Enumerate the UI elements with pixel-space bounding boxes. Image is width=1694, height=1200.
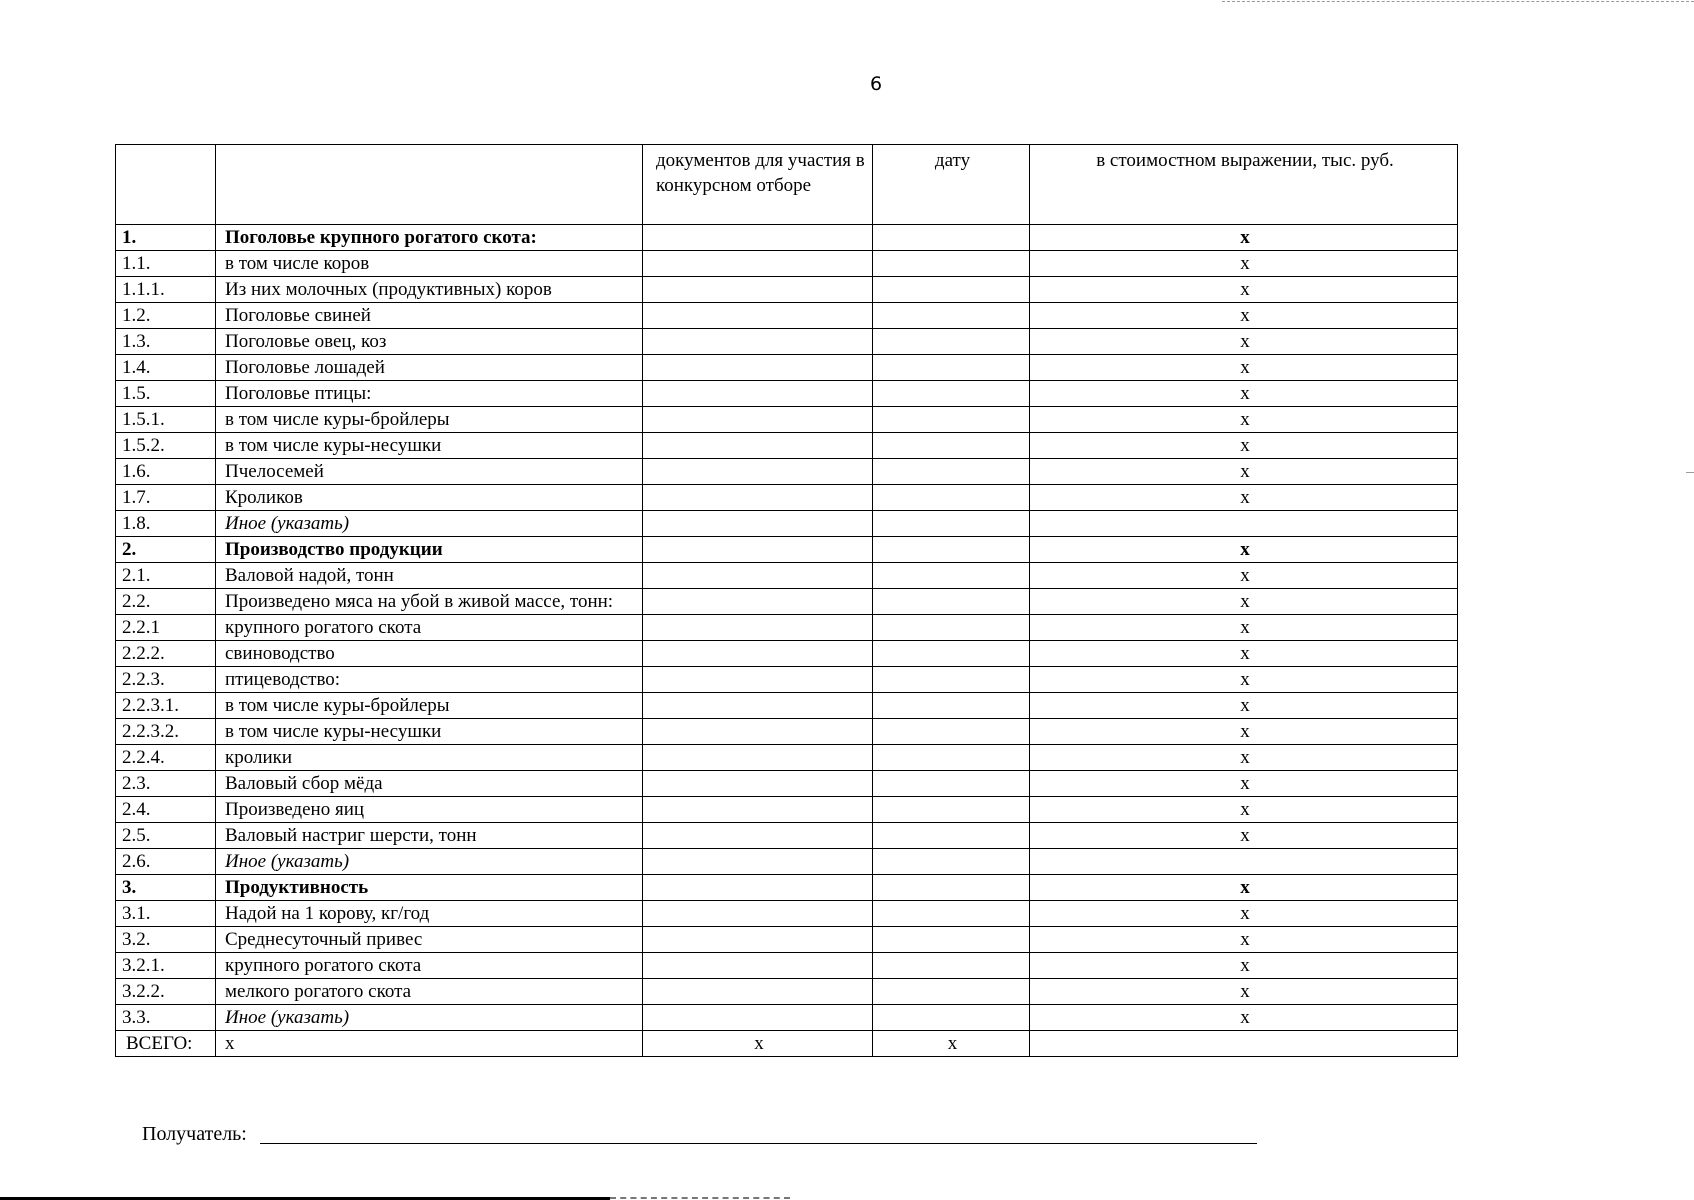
row-code-cell: 2.2.4. xyxy=(116,745,216,771)
row-code-cell: 3.1. xyxy=(116,901,216,927)
row-code-cell: 2.4. xyxy=(116,797,216,823)
row-date-cell xyxy=(873,797,1030,823)
header-name-cell xyxy=(216,145,643,225)
row-code-cell: 2.2. xyxy=(116,589,216,615)
row-date-cell xyxy=(873,511,1030,537)
table-row xyxy=(116,381,1458,407)
row-docs-cell xyxy=(643,797,873,823)
row-code-cell: 3.3. xyxy=(116,1005,216,1031)
row-code-cell: 1.5. xyxy=(116,381,216,407)
row-code-cell: ВСЕГО: xyxy=(116,1031,216,1057)
row-docs-cell xyxy=(643,875,873,901)
row-value-cell: x xyxy=(1030,797,1458,823)
row-name-cell: свиноводство xyxy=(216,641,643,667)
row-docs-cell xyxy=(643,1005,873,1031)
row-value-cell: x xyxy=(1030,459,1458,485)
table-row xyxy=(116,641,1458,667)
header-code-cell xyxy=(116,145,216,225)
row-date-cell xyxy=(873,329,1030,355)
recipient-signature-label: Получатель: xyxy=(142,1123,247,1145)
table-row xyxy=(116,407,1458,433)
table-row xyxy=(116,849,1458,875)
table-header-row xyxy=(116,145,1458,225)
row-value-cell: x xyxy=(1030,901,1458,927)
row-docs-cell xyxy=(643,719,873,745)
margin-mark xyxy=(1686,472,1694,473)
row-date-cell xyxy=(873,953,1030,979)
row-name-cell: Поголовье овец, коз xyxy=(216,329,643,355)
row-docs-cell xyxy=(643,849,873,875)
table-row xyxy=(116,459,1458,485)
row-date-cell xyxy=(873,849,1030,875)
row-docs-cell: x xyxy=(643,1031,873,1057)
row-name-cell: в том числе куры-бройлеры xyxy=(216,693,643,719)
row-value-cell: x xyxy=(1030,485,1458,511)
row-date-cell xyxy=(873,641,1030,667)
row-code-cell: 2.2.3.2. xyxy=(116,719,216,745)
row-name-cell: Среднесуточный привес xyxy=(216,927,643,953)
row-code-cell: 1.5.2. xyxy=(116,433,216,459)
table-row xyxy=(116,251,1458,277)
row-date-cell xyxy=(873,381,1030,407)
row-date-cell xyxy=(873,407,1030,433)
row-docs-cell xyxy=(643,511,873,537)
bottom-dashed-rule xyxy=(610,1197,790,1199)
row-code-cell: 2.3. xyxy=(116,771,216,797)
row-value-cell: x xyxy=(1030,563,1458,589)
row-name-cell: Из них молочных (продуктивных) коров xyxy=(216,277,643,303)
table-row xyxy=(116,745,1458,771)
table-row xyxy=(116,615,1458,641)
row-code-cell: 2.2.3. xyxy=(116,667,216,693)
row-code-cell: 2.6. xyxy=(116,849,216,875)
row-name-cell: крупного рогатого скота xyxy=(216,953,643,979)
row-name-cell: Кроликов xyxy=(216,485,643,511)
row-date-cell xyxy=(873,589,1030,615)
row-name-cell: Произведено яиц xyxy=(216,797,643,823)
row-date-cell: x xyxy=(873,1031,1030,1057)
row-name-cell: Продуктивность xyxy=(216,875,643,901)
row-docs-cell xyxy=(643,771,873,797)
row-name-cell: в том числе куры-несушки xyxy=(216,433,643,459)
row-docs-cell xyxy=(643,329,873,355)
row-docs-cell xyxy=(643,251,873,277)
row-name-cell: Произведено мяса на убой в живой массе, тонн: xyxy=(216,589,643,615)
table-row xyxy=(116,355,1458,381)
row-code-cell: 1.6. xyxy=(116,459,216,485)
table-row xyxy=(116,823,1458,849)
row-docs-cell xyxy=(643,303,873,329)
row-code-cell: 3. xyxy=(116,875,216,901)
row-name-cell: Производство продукции xyxy=(216,537,643,563)
row-date-cell xyxy=(873,355,1030,381)
row-code-cell: 1.2. xyxy=(116,303,216,329)
row-date-cell xyxy=(873,719,1030,745)
livestock-table xyxy=(115,144,1458,1057)
row-name-cell: мелкого рогатого скота xyxy=(216,979,643,1005)
row-value-cell xyxy=(1030,1031,1458,1057)
row-docs-cell xyxy=(643,563,873,589)
row-value-cell: x xyxy=(1030,719,1458,745)
row-code-cell: 3.2.1. xyxy=(116,953,216,979)
table-row xyxy=(116,485,1458,511)
row-value-cell: x xyxy=(1030,693,1458,719)
row-value-cell: x xyxy=(1030,589,1458,615)
table-row xyxy=(116,771,1458,797)
header-docs-cell: документов для участия в конкурсном отборе xyxy=(643,145,873,225)
row-name-cell: Поголовье лошадей xyxy=(216,355,643,381)
table-row xyxy=(116,589,1458,615)
row-code-cell: 1.1. xyxy=(116,251,216,277)
row-value-cell: x xyxy=(1030,381,1458,407)
row-value-cell: x xyxy=(1030,225,1458,251)
table-row xyxy=(116,927,1458,953)
row-value-cell: x xyxy=(1030,1005,1458,1031)
row-code-cell: 1.8. xyxy=(116,511,216,537)
row-name-cell: Поголовье птицы: xyxy=(216,381,643,407)
row-date-cell xyxy=(873,667,1030,693)
row-value-cell xyxy=(1030,849,1458,875)
row-date-cell xyxy=(873,823,1030,849)
table-row xyxy=(116,953,1458,979)
row-date-cell xyxy=(873,433,1030,459)
row-value-cell: x xyxy=(1030,875,1458,901)
row-code-cell: 1.1.1. xyxy=(116,277,216,303)
row-date-cell xyxy=(873,563,1030,589)
header-date-cell: дату xyxy=(873,145,1030,225)
row-name-cell: крупного рогатого скота xyxy=(216,615,643,641)
row-name-cell: Иное (указать) xyxy=(216,849,643,875)
row-code-cell: 1.4. xyxy=(116,355,216,381)
row-value-cell xyxy=(1030,511,1458,537)
table-row xyxy=(116,693,1458,719)
row-date-cell xyxy=(873,251,1030,277)
table-row xyxy=(116,303,1458,329)
row-value-cell: x xyxy=(1030,303,1458,329)
row-docs-cell xyxy=(643,927,873,953)
table-row xyxy=(116,1005,1458,1031)
row-value-cell: x xyxy=(1030,615,1458,641)
row-docs-cell xyxy=(643,901,873,927)
row-name-cell: в том числе куры-бройлеры xyxy=(216,407,643,433)
row-date-cell xyxy=(873,615,1030,641)
row-date-cell xyxy=(873,979,1030,1005)
table-row xyxy=(116,537,1458,563)
table-body xyxy=(116,145,1458,1057)
header-value-cell: в стоимостном выражении, тыс. руб. xyxy=(1030,145,1458,225)
row-date-cell xyxy=(873,693,1030,719)
row-value-cell: x xyxy=(1030,277,1458,303)
row-docs-cell xyxy=(643,277,873,303)
table-row xyxy=(116,563,1458,589)
row-docs-cell xyxy=(643,355,873,381)
row-name-cell: Поголовье свиней xyxy=(216,303,643,329)
row-code-cell: 2.1. xyxy=(116,563,216,589)
row-value-cell: x xyxy=(1030,355,1458,381)
row-code-cell: 3.2.2. xyxy=(116,979,216,1005)
row-value-cell: x xyxy=(1030,771,1458,797)
row-name-cell: Валовый настриг шерсти, тонн xyxy=(216,823,643,849)
row-date-cell xyxy=(873,745,1030,771)
row-date-cell xyxy=(873,875,1030,901)
row-value-cell: x xyxy=(1030,329,1458,355)
row-date-cell xyxy=(873,225,1030,251)
table-row xyxy=(116,719,1458,745)
row-docs-cell xyxy=(643,667,873,693)
table-row xyxy=(116,901,1458,927)
row-docs-cell xyxy=(643,953,873,979)
row-name-cell: Валовый сбор мёда xyxy=(216,771,643,797)
row-docs-cell xyxy=(643,381,873,407)
row-code-cell: 1. xyxy=(116,225,216,251)
row-code-cell: 1.3. xyxy=(116,329,216,355)
row-value-cell: x xyxy=(1030,641,1458,667)
row-name-cell: Поголовье крупного рогатого скота: xyxy=(216,225,643,251)
row-name-cell: кролики xyxy=(216,745,643,771)
row-value-cell: x xyxy=(1030,407,1458,433)
table-row xyxy=(116,667,1458,693)
row-name-cell: x xyxy=(216,1031,643,1057)
total-row xyxy=(116,1031,1458,1057)
row-date-cell xyxy=(873,927,1030,953)
table-row xyxy=(116,277,1458,303)
row-docs-cell xyxy=(643,537,873,563)
row-docs-cell xyxy=(643,459,873,485)
row-docs-cell xyxy=(643,745,873,771)
row-date-cell xyxy=(873,459,1030,485)
row-name-cell: Надой на 1 корову, кг/год xyxy=(216,901,643,927)
row-docs-cell xyxy=(643,979,873,1005)
row-date-cell xyxy=(873,771,1030,797)
table-row xyxy=(116,979,1458,1005)
row-docs-cell xyxy=(643,589,873,615)
row-code-cell: 2.2.2. xyxy=(116,641,216,667)
table-row xyxy=(116,329,1458,355)
row-value-cell: x xyxy=(1030,979,1458,1005)
row-value-cell: x xyxy=(1030,823,1458,849)
row-value-cell: x xyxy=(1030,251,1458,277)
row-name-cell: Валовой надой, тонн xyxy=(216,563,643,589)
table-row xyxy=(116,433,1458,459)
page-number: 6 xyxy=(869,73,883,95)
row-code-cell: 1.5.1. xyxy=(116,407,216,433)
row-name-cell: в том числе коров xyxy=(216,251,643,277)
table-row xyxy=(116,511,1458,537)
row-date-cell xyxy=(873,277,1030,303)
row-name-cell: Пчелосемей xyxy=(216,459,643,485)
row-code-cell: 2.2.1 xyxy=(116,615,216,641)
row-value-cell: x xyxy=(1030,927,1458,953)
signature-line[interactable] xyxy=(260,1143,1257,1144)
row-value-cell: x xyxy=(1030,433,1458,459)
row-docs-cell xyxy=(643,641,873,667)
row-date-cell xyxy=(873,901,1030,927)
row-code-cell: 3.2. xyxy=(116,927,216,953)
table-row xyxy=(116,875,1458,901)
row-date-cell xyxy=(873,303,1030,329)
row-docs-cell xyxy=(643,433,873,459)
row-code-cell: 2. xyxy=(116,537,216,563)
row-value-cell: x xyxy=(1030,537,1458,563)
row-name-cell: птицеводство: xyxy=(216,667,643,693)
table-row xyxy=(116,225,1458,251)
row-name-cell: Иное (указать) xyxy=(216,1005,643,1031)
row-code-cell: 1.7. xyxy=(116,485,216,511)
row-docs-cell xyxy=(643,407,873,433)
row-docs-cell xyxy=(643,823,873,849)
row-code-cell: 2.2.3.1. xyxy=(116,693,216,719)
row-name-cell: в том числе куры-несушки xyxy=(216,719,643,745)
row-value-cell: x xyxy=(1030,667,1458,693)
table-row xyxy=(116,797,1458,823)
row-value-cell: x xyxy=(1030,745,1458,771)
row-name-cell: Иное (указать) xyxy=(216,511,643,537)
row-docs-cell xyxy=(643,693,873,719)
row-docs-cell xyxy=(643,485,873,511)
top-dashed-rule xyxy=(1222,1,1694,2)
row-date-cell xyxy=(873,537,1030,563)
row-value-cell: x xyxy=(1030,953,1458,979)
row-date-cell xyxy=(873,485,1030,511)
row-code-cell: 2.5. xyxy=(116,823,216,849)
row-docs-cell xyxy=(643,615,873,641)
row-docs-cell xyxy=(643,225,873,251)
row-date-cell xyxy=(873,1005,1030,1031)
